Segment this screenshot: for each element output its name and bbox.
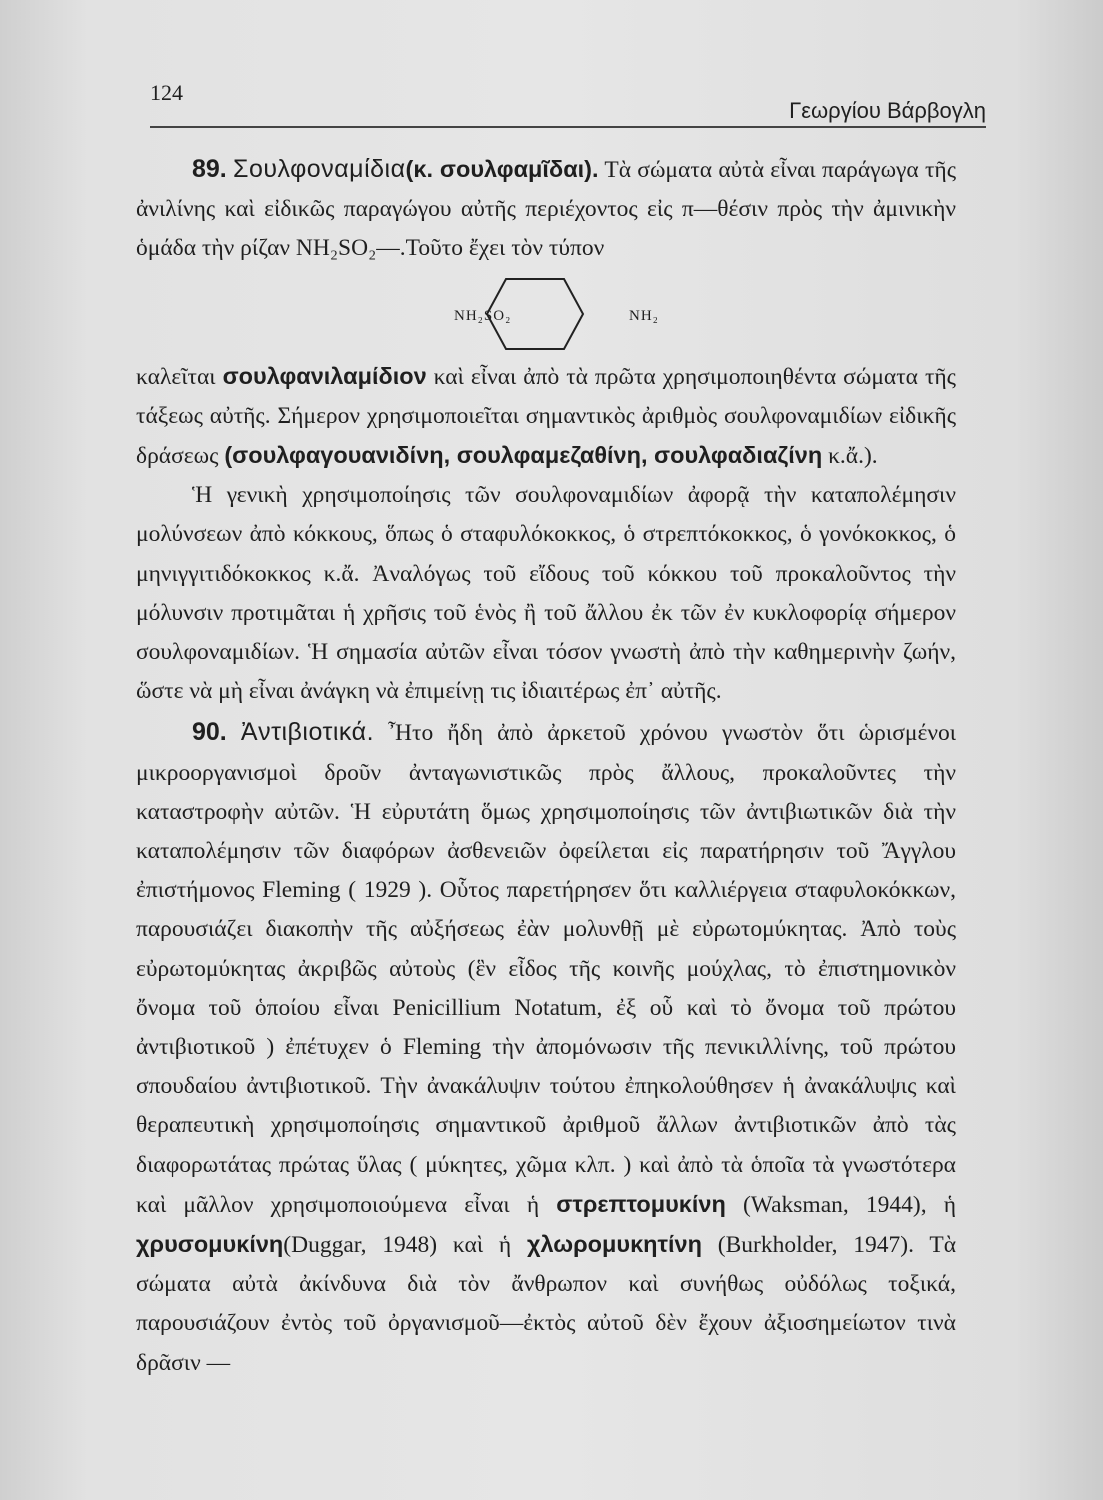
header-rule <box>150 126 986 128</box>
section-number: 89. <box>192 155 227 183</box>
formula-left-group: NH₂SO₂ <box>454 307 512 324</box>
paragraph-text: Ἦτο ἤδη ἀπὸ ἀρκετοῦ χρόνου γνωστὸν ὅτι ὡρισμένοι μικροοργανισμοὶ δροῦν ἀνταγωνιστικῶς πρὸς ἄλλους, προκαλοῦντες τὴν καταστροφὴν αὐτῶν. Ἡ εὐρυτάτη ὅμως χρησιμοποίησις τῶν ἀντιβιωτικῶν διὰ τὴν καταπολέμησιν τῶν διαφόρων ἀσθενειῶν ὀφείλεται εἰς παρατήρησιν τοῦ Ἄγγλου ἐπιστήμονος Fleming ( 1929 ). Οὗτος παρετήρησεν ὅτι καλλιέργεια σταφυλοκόκκων, παρουσιάζει διακοπὴν τῆς αὐξήσεως ἐὰν μολυνθῇ μὲ εὐρωτομύκητας. Ἀπὸ τοὺς εὐρωτομύκητας ἀκριβῶς αὐτοὺς (ἓν εἶδος τῆς κοινῆς μούχλας, τὸ ἐπιστημονικὸν ὄνομα τοῦ ὁποίου εἶναι Penicillium Notatum, ἐξ οὗ καὶ τὸ ὄνομα τοῦ πρώτου ἀντιβιοτικοῦ ) ἐπέτυχεν ὁ Fleming τὴν ἀπομόνωσιν τῆς πενικιλλίνης, τοῦ πρώτου σπουδαίου ἀντιβιοτικοῦ. Τὴν ἀνακάλυψιν τούτου ἐπηκολούθησεν ἡ ἀνακάλυψις καὶ θεραπευτικὴ χρησιμοποίησις σημαντικοῦ ἀριθμοῦ ἄλλων ἀντιβιοτικῶν ἀπὸ τὰς διαφορωτάτας πρώτας ὕλας ( μύκητες, χῶμα κλπ. ) καὶ ἀπὸ τὰ ὁποῖα τὰ γνωστότερα καὶ μᾶλλον χρησιμοποιούμενα εἶναι ἡ <box>136 720 957 1218</box>
paragraph <box>136 357 956 477</box>
bold-term: στρεπτομυκίνη <box>556 1190 726 1217</box>
section-title: Σουλφοναμίδια <box>233 155 406 183</box>
paragraph-text: (Duggar, 1948) καὶ ἡ <box>283 1232 512 1259</box>
paragraph: Ἡ γενικὴ χρησιμοποίησις τῶν σουλφοναμιδίων ἀφορᾷ τὴν καταπολέμησιν μολύνσεων ἀπὸ κόκκους, ὅπως ὁ σταφυλόκοκκος, ὁ στρεπτόκοκκος, ὁ γονόκοκκος, ὁ μηνιγγιτιδόκοκκος κ.ἄ. Ἀναλόγως τοῦ εἴδους τοῦ κόκκου τοῦ προκαλοῦντος τὴν μόλυνσιν προτιμᾶται ἡ χρῆσις τοῦ ἑνὸς ἢ τοῦ ἄλλου ἐκ τῶν ἐν κυκλοφορίᾳ σήμερον σουλφοναμιδίων. Ἡ σημασία αὐτῶν εἶναι τόσον γνωστὴ ἀπὸ τὴν καθημερινὴν ζωήν, ὥστε νὰ μὴ εἶναι ἀνάγκη νὰ ἐπιμείνῃ τις ἰδιαιτέρως ἐπ᾽ αὐτῆς. <box>136 482 956 705</box>
page-header <box>150 80 986 130</box>
section-90-paragraph <box>136 713 956 1382</box>
paragraph-text: (Waksman, 1944), ἡ <box>742 1191 957 1218</box>
chemical-formula <box>136 275 956 353</box>
bold-term: χλωρομυκητίνη <box>526 1231 702 1258</box>
paragraph-text: Τὰ σώματα αὐτὰ εἶναι παράγωγα τῆς ἀνιλίνης καὶ εἰδικῶς παραγώγου αὐτῆς περιέχοντος εἰς π—θέσιν πρὸς τὴν ἀμινικὴν ὁμάδα τὴν ρίζαν NH₂SO₂—.Τοῦτο ἔχει τὸν τύπον <box>136 157 957 262</box>
paragraph-text: κ.ἄ.). <box>828 443 878 470</box>
section-89-intro <box>136 150 956 269</box>
running-head: Γεωργίου Βάρβογλη <box>789 98 986 123</box>
page-number: 124 <box>150 80 183 105</box>
paragraph-text: (Burkholder, 1947). Τὰ σώματα αὐτὰ ἀκίνδυνα διὰ τὸν ἄνθρωπον καὶ συνήθως οὐδόλως τοξικά, παρουσιάζουν ἐντὸς τοῦ ὀργανισμοῦ—ἐκτὸς αὐτοῦ δὲν ἔχουν ἀξιοσημείωτον τινὰ δρᾶσιν — <box>136 1232 957 1376</box>
paragraph-text: καλεῖται <box>136 363 216 390</box>
paragraph-text: καὶ εἶναι ἀπὸ τὰ πρῶτα χρησιμοποιηθέντα σώματα τῆς τάξεως αὐτῆς. Σήμερον χρησιμοποιεῖται σημαντικὸς ἀριθμὸς σουλφοναμιδίων εἰδικῆς δράσεως <box>136 363 956 470</box>
bold-term: χρυσομυκίνη <box>136 1231 284 1258</box>
formula-right-group: NH₂ <box>629 307 659 324</box>
bold-term: (σουλφαγουανιδίνη, σουλφαμεζαθίνη, σουλφαδιαζίνη <box>224 442 823 469</box>
section-title: Ἀντιβιοτικά. <box>240 718 375 747</box>
section-number: 90. <box>192 718 227 747</box>
body-text <box>136 150 956 1383</box>
bold-term: σουλφανιλαμίδιον <box>222 362 427 389</box>
section-title-paren: (κ. σουλφαμῖδαι). <box>405 156 599 182</box>
